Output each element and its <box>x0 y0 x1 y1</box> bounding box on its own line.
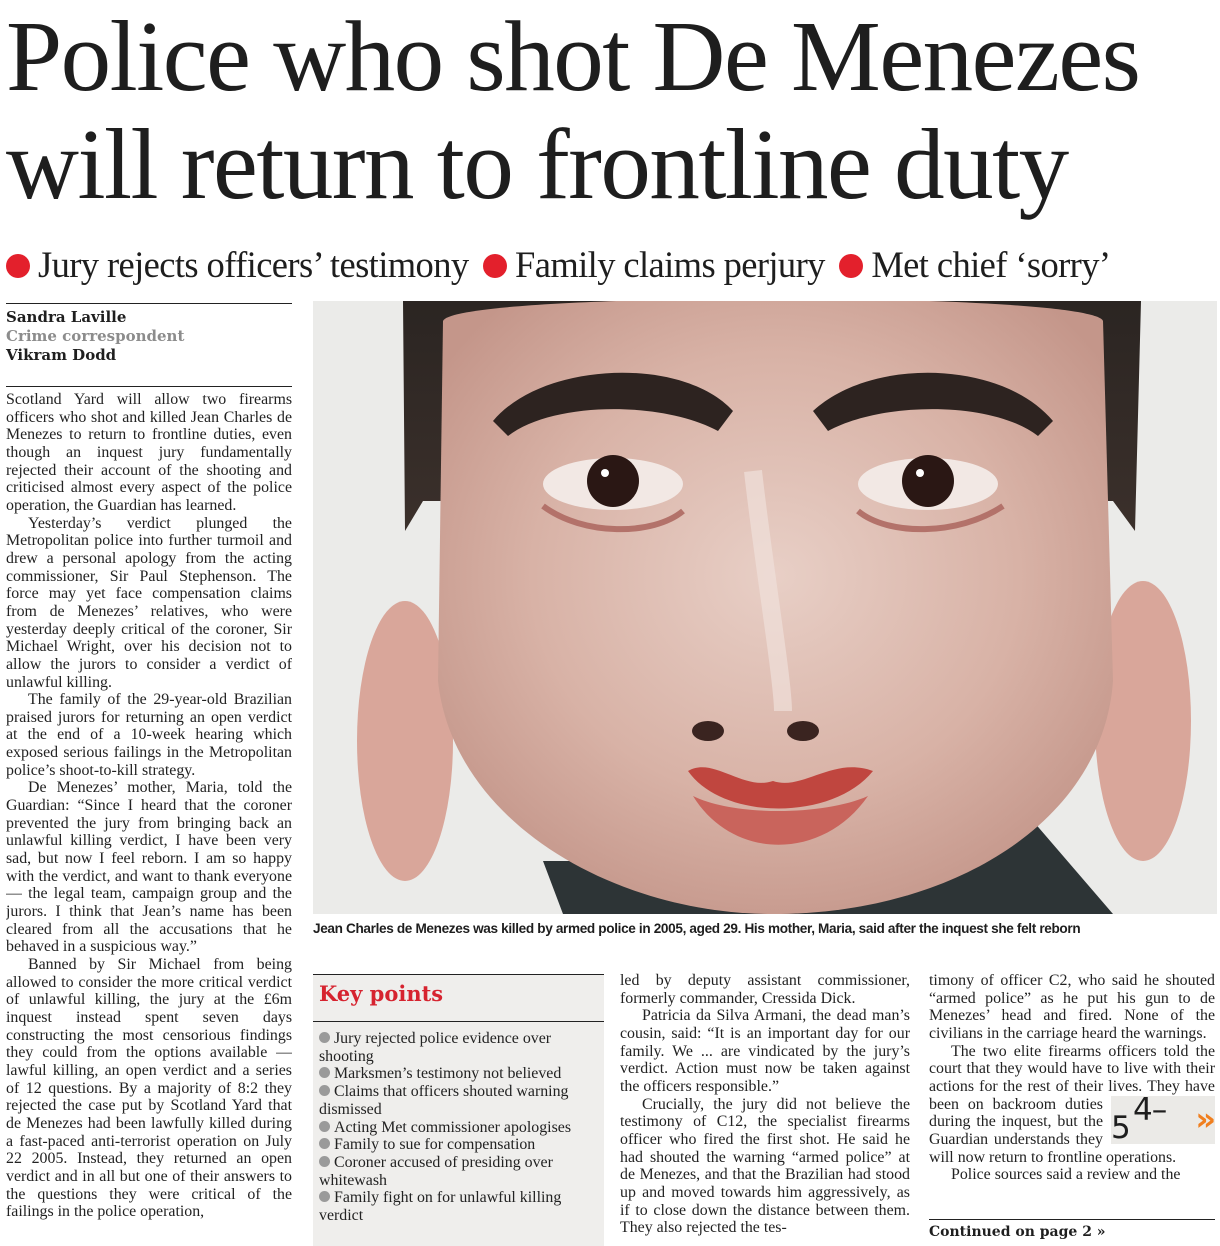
key-points-list <box>313 1022 604 1225</box>
standfirst-item: Family claims perjury <box>515 244 825 285</box>
key-points-title: Key points <box>313 975 604 1022</box>
grey-bullet-icon <box>319 1156 330 1167</box>
grey-bullet-icon <box>319 1138 330 1149</box>
article-column-3 <box>929 972 1215 1184</box>
article-paragraph: timony of officer C2, who said he shouted “armed police” as he put his gun to de Menezes’ head and fired. None of the civilians in the carriage heard the warnings. <box>929 972 1215 1042</box>
article-paragraph: Banned by Sir Michael from being allowed to consider the more critical verdict of unlawful killing, the jury at the £6m inquest instead spent seven days constructing the most censorious findings they could from the options available — lawful killing, an open verdict and a series of 12 questions. By a majority of 8:2 they rejected the case put by Scotland Yard that de Menezes had been lawfully killed during a fast-paced anti-terrorist operation on July 22 2005. Instead, they returned an open verdict and in all but one of their answers to the questions they were critical of the failings in the police operation, <box>6 956 292 1221</box>
article-paragraph: led by deputy assistant commissioner, formerly commander, Cressida Dick. <box>620 972 910 1007</box>
article-paragraph: The family of the 29-year-old Brazilian praised jurors for returning an open verdict at the end of a 10-week hearing which exposed serious failings in the Metropolitan police’s shoot-to-kill strategy. <box>6 691 292 779</box>
red-bullet-icon <box>839 254 863 278</box>
article-column-2 <box>620 972 910 1242</box>
byline-author-1: Sandra Laville <box>6 308 127 326</box>
key-point-item: Claims that officers shouted warning dismissed <box>319 1083 569 1118</box>
double-chevron-right-icon: » <box>1195 1099 1215 1138</box>
grey-bullet-icon <box>319 1067 330 1078</box>
byline-role: Crime correspondent <box>6 327 185 345</box>
byline-author-2: Vikram Dodd <box>6 346 117 364</box>
article-paragraph: Yesterday’s verdict plunged the Metropolitan police into further turmoil and drew a personal apology from the acting commissioner, Sir Paul Stephenson. The force may yet face compensation claims from de Menezes’ relatives, who were yesterday deeply critical of the coroner, Sir Michael Wright, over his decision not to allow the jurors to consider a verdict of unlawful killing. <box>6 514 292 691</box>
photo-caption: Jean Charles de Menezes was killed by armed police in 2005, aged 29. His mother, Maria, said after the inquest she felt reborn <box>313 921 1081 936</box>
key-point-item: Family fight on for unlawful killing verdict <box>319 1189 562 1225</box>
portrait-illustration <box>313 301 1217 914</box>
continued-on-page-link[interactable]: Continued on page 2 » <box>929 1219 1215 1241</box>
headline-line-1: Police who shot De Menezes <box>6 0 1140 112</box>
article-paragraph: Patricia da Silva Armani, the dead man’s cousin, said: “It is an important day for our family. We ... are vindicated by the jury’s verdict. Action must now be taken against the officers responsible.” <box>620 1007 910 1095</box>
red-bullet-icon <box>483 254 507 278</box>
article-paragraph: Police sources said a review and the <box>951 1166 1181 1184</box>
headline <box>6 2 1218 218</box>
article-paragraph: Crucially, the jury did not believe the testimony of C12, the specialist firearms officer who fired the first shot. He said he had shouted the warning “armed police” at de Menezes, and that the Brazilian had stood up and moved towards him aggressively, as if to close down the distance between them. They also rejected the tes- <box>620 1095 910 1237</box>
portrait-photo <box>313 301 1217 914</box>
page-reference-link[interactable] <box>1111 1091 1215 1146</box>
article-paragraph: 4–5 » The two elite firearms officers told the court that they would have to live with their actions for the rest of their lives. They have been on backroom duties during the inquest, but the Guardian understands they will now return to frontline operations. <box>929 1042 1215 1166</box>
article-paragraph: De Menezes’ mother, Maria, told the Guardian: “Since I heard that the coroner prevented the jury from bringing back an unlawful killing verdict, I have been very sad, but now I feel reborn. I am so happy with the verdict, and want to thank everyone — the legal team, campaign group and the jurors. I think that Jean’s name has been cleared from all the accusations that he behaved in a suspicious way.” <box>6 779 292 956</box>
article-column-1 <box>6 386 292 1246</box>
headline-line-2: will return to frontline duty <box>6 108 1068 220</box>
byline <box>6 303 292 365</box>
key-point-item: Marksmen’s testimony not believed <box>319 1065 600 1083</box>
grey-bullet-icon <box>319 1121 330 1132</box>
standfirst-item: Met chief ‘sorry’ <box>871 244 1111 285</box>
standfirst-item: Jury rejects officers’ testimony <box>38 244 469 285</box>
grey-bullet-icon <box>319 1191 330 1202</box>
article-paragraph: Scotland Yard will allow two firearms officers who shot and killed Jean Charles de Menezes to return to frontline duties, even though an inquest jury fundamentally rejected their account of the shooting and criticised almost every aspect of the police operation, the Guardian has learned. <box>6 391 292 514</box>
grey-bullet-icon <box>319 1032 330 1043</box>
standfirst <box>6 242 1218 288</box>
key-point-item: Family to sue for compensation <box>319 1136 600 1154</box>
key-point-item: Acting Met commissioner apologises <box>319 1119 600 1137</box>
key-point-item: Coroner accused of presiding over whitewash <box>319 1153 553 1189</box>
grey-bullet-icon <box>319 1085 330 1096</box>
red-bullet-icon <box>6 254 30 278</box>
key-point-item: Jury rejected police evidence over shooting <box>319 1030 552 1065</box>
page-range: 4–5 <box>1111 1091 1167 1146</box>
key-points-box <box>313 974 604 1246</box>
